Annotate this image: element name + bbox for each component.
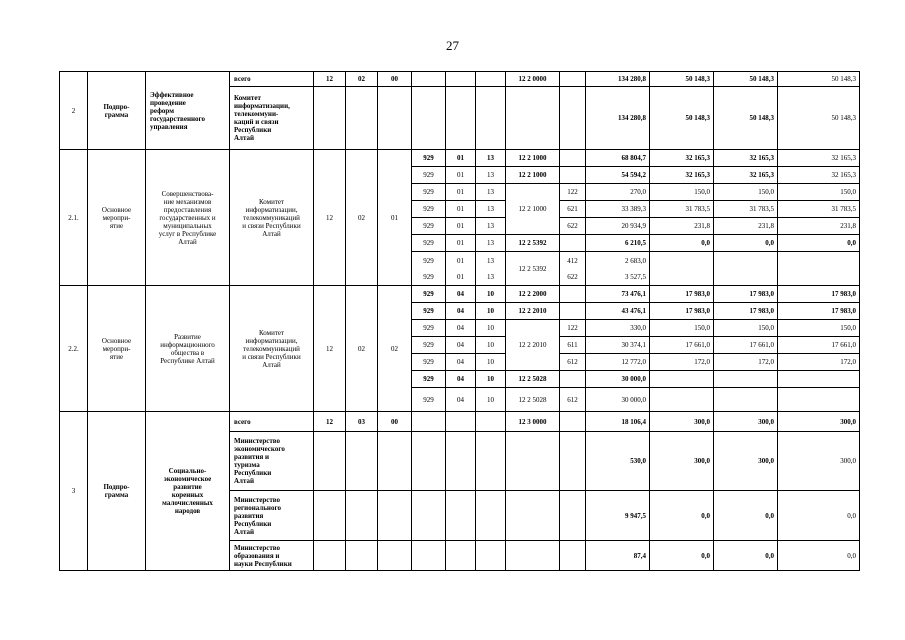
table-cell: 300,0 (650, 432, 714, 491)
table-cell: 929 (412, 201, 446, 218)
table-cell: 150,0 (778, 184, 860, 201)
table-cell: 31 783,5 (714, 201, 778, 218)
table-cell (412, 87, 446, 150)
table-cell: 54 594,2 (586, 167, 650, 184)
table-cell: 17 661,0 (714, 337, 778, 354)
table-cell: 150,0 (714, 320, 778, 337)
table-cell (560, 72, 586, 87)
table-cell: 00 (378, 72, 412, 87)
table-cell: 612 (560, 354, 586, 371)
table-cell: 12 2 5028 (506, 388, 560, 412)
table-cell (446, 72, 476, 87)
table-cell: 0,0 (650, 491, 714, 541)
table-cell (346, 432, 378, 491)
table-cell: 231,8 (714, 218, 778, 235)
table-cell (412, 491, 446, 541)
table-cell: 02 (346, 286, 378, 412)
table-cell: 10 (476, 303, 506, 320)
table-cell (476, 491, 506, 541)
table-cell: 17 661,0 (650, 337, 714, 354)
table-cell: Совершенствова- ние механизмов предоставления государственных и муниципальных услуг в Республике Алтай (146, 150, 230, 286)
table-cell: 929 929 (412, 252, 446, 286)
table-cell (778, 252, 860, 286)
table-cell: 134 280,8 (586, 72, 650, 87)
table-cell: 10 (476, 337, 506, 354)
table-cell (560, 432, 586, 491)
table-cell (506, 432, 560, 491)
table-cell: 412 622 (560, 252, 586, 286)
table-cell: 10 (476, 354, 506, 371)
table-cell: 01 (446, 150, 476, 167)
table-cell: 12 2 1000 (506, 167, 560, 184)
table-cell: 17 983,0 (714, 286, 778, 303)
table-cell (476, 412, 506, 432)
table-cell: 172,0 (778, 354, 860, 371)
table-cell: 929 (412, 388, 446, 412)
table-cell: Основное меропри- ятие (88, 286, 146, 412)
table-cell: 13 13 (476, 252, 506, 286)
table-cell: 12 (314, 150, 346, 286)
table-cell: 134 280,8 (586, 87, 650, 150)
table-cell (650, 371, 714, 388)
table-cell: 20 934,9 (586, 218, 650, 235)
table-cell (346, 541, 378, 571)
table-cell: 929 (412, 167, 446, 184)
table-cell: 929 (412, 150, 446, 167)
table-cell: 929 (412, 235, 446, 252)
table-cell: 12 2 2010 (506, 303, 560, 320)
table-cell: 32 165,3 (714, 167, 778, 184)
table-cell: 300,0 (778, 412, 860, 432)
table-cell: 10 (476, 320, 506, 337)
table-cell: 150,0 (650, 320, 714, 337)
table-cell: 929 (412, 320, 446, 337)
table-cell: 122 (560, 184, 586, 201)
table-cell (560, 541, 586, 571)
table-cell: 10 (476, 388, 506, 412)
table-cell: 622 (560, 218, 586, 235)
table-cell: 50 148,3 (714, 87, 778, 150)
table-cell: 12 3 0000 (506, 412, 560, 432)
table-cell: 231,8 (778, 218, 860, 235)
table-cell: 122 (560, 320, 586, 337)
table-cell: 172,0 (650, 354, 714, 371)
table-cell: 12 2 5028 (506, 371, 560, 388)
table-cell: Министерство регионального развития Республики Алтай (230, 491, 314, 541)
table-cell: 929 (412, 286, 446, 303)
table-cell: 929 (412, 371, 446, 388)
table-cell: 12 2 1000 (506, 184, 560, 235)
table-cell: 17 983,0 (778, 303, 860, 320)
table-cell (346, 491, 378, 541)
table-cell (314, 491, 346, 541)
table-cell: 330,0 (586, 320, 650, 337)
table-cell: 32 165,3 (714, 150, 778, 167)
table-cell: 12 (314, 412, 346, 432)
table-cell: 530,0 (586, 432, 650, 491)
table-cell: 231,8 (650, 218, 714, 235)
table-cell: 150,0 (778, 320, 860, 337)
table-cell: 0,0 (778, 235, 860, 252)
table-cell: 0,0 (714, 235, 778, 252)
table-cell: 929 (412, 218, 446, 235)
table-cell (650, 252, 714, 286)
table-cell: 33 389,3 (586, 201, 650, 218)
table-cell: 50 148,3 (778, 72, 860, 87)
table-cell: Министерство образования и науки Республики (230, 541, 314, 571)
table-cell: 612 (560, 388, 586, 412)
table-cell (314, 541, 346, 571)
table-cell: 13 (476, 150, 506, 167)
table-cell (476, 541, 506, 571)
table-cell: 13 (476, 218, 506, 235)
table-cell: 13 (476, 235, 506, 252)
table-cell (506, 87, 560, 150)
table-cell (506, 491, 560, 541)
table-cell (560, 87, 586, 150)
table-cell: 0,0 (714, 541, 778, 571)
table-cell (476, 432, 506, 491)
table-cell: 17 983,0 (650, 286, 714, 303)
table-cell (714, 388, 778, 412)
table-cell: 01 (446, 184, 476, 201)
table-cell: 50 148,3 (714, 72, 778, 87)
table-cell: 150,0 (650, 184, 714, 201)
table-cell: 172,0 (714, 354, 778, 371)
table-cell: Подпро- грамма (88, 72, 146, 150)
table-cell: 0,0 (778, 541, 860, 571)
table-cell: 12 2 1000 (506, 150, 560, 167)
table-cell: 30 000,0 (586, 371, 650, 388)
table-cell: 17 983,0 (714, 303, 778, 320)
table-cell: 02 (346, 150, 378, 286)
table-cell: 2.1. (60, 150, 88, 286)
table-cell: 04 (446, 303, 476, 320)
table-cell: 01 (446, 218, 476, 235)
table-cell: 12 2 5392 (506, 235, 560, 252)
table-cell: 01 (446, 201, 476, 218)
table-cell (378, 541, 412, 571)
table-cell (412, 72, 446, 87)
table-cell: 300,0 (778, 432, 860, 491)
table-cell: Развитие информационного общества в Республике Алтай (146, 286, 230, 412)
table-cell: 17 983,0 (650, 303, 714, 320)
table-cell: 50 148,3 (650, 72, 714, 87)
table-cell: 43 476,1 (586, 303, 650, 320)
table-cell (314, 87, 346, 150)
budget-table-body (60, 72, 860, 571)
table-cell: 50 148,3 (778, 87, 860, 150)
table-cell (378, 432, 412, 491)
table-cell: 87,4 (586, 541, 650, 571)
table-cell: 12 (314, 72, 346, 87)
table-cell: 32 165,3 (650, 167, 714, 184)
table-cell: 0,0 (714, 491, 778, 541)
table-cell: всего (230, 412, 314, 432)
table-cell: 2 683,0 3 527,5 (586, 252, 650, 286)
table-cell (714, 371, 778, 388)
table-cell: 01 (446, 235, 476, 252)
table-cell: 300,0 (714, 432, 778, 491)
table-cell (476, 87, 506, 150)
table-cell (778, 388, 860, 412)
table-cell (412, 412, 446, 432)
table-cell (778, 371, 860, 388)
table-cell: Министерство экономического развития и туризма Республики Алтай (230, 432, 314, 491)
table-cell: 0,0 (650, 541, 714, 571)
table-cell: 04 (446, 371, 476, 388)
table-cell: 68 804,7 (586, 150, 650, 167)
table-cell: 12 2 5392 (506, 252, 560, 286)
table-cell: 929 (412, 303, 446, 320)
table-cell: 01 (378, 150, 412, 286)
table-cell (446, 87, 476, 150)
table-cell: 04 (446, 354, 476, 371)
table-cell: 13 (476, 167, 506, 184)
table-cell: 00 (378, 412, 412, 432)
table-row-r-s3-vsego (60, 412, 860, 432)
table-cell: 30 000,0 (586, 388, 650, 412)
table-cell: 17 661,0 (778, 337, 860, 354)
table-cell (650, 388, 714, 412)
table-cell: 31 783,5 (650, 201, 714, 218)
table-cell: 9 947,5 (586, 491, 650, 541)
table-row-r-22-a (60, 286, 860, 303)
budget-table (59, 71, 860, 571)
table-cell (560, 412, 586, 432)
table-cell: Социально- экономическое развитие коренных малочисленных народов (146, 412, 230, 571)
table-cell: 30 374,1 (586, 337, 650, 354)
table-cell (346, 87, 378, 150)
table-cell: 01 01 (446, 252, 476, 286)
table-cell: Эффективное проведение реформ государственного управления (146, 72, 230, 150)
table-cell (446, 541, 476, 571)
table-cell (506, 541, 560, 571)
page-number: 27 (446, 38, 459, 53)
table-cell (476, 72, 506, 87)
table-cell (560, 286, 586, 303)
table-cell: 621 (560, 201, 586, 218)
table-cell: 12 2 2010 (506, 320, 560, 371)
table-cell: 17 983,0 (778, 286, 860, 303)
table-cell (560, 167, 586, 184)
table-cell: 32 165,3 (778, 167, 860, 184)
table-cell: 10 (476, 286, 506, 303)
table-cell: 3 (60, 412, 88, 571)
table-cell: Подпро- грамма (88, 412, 146, 571)
table-cell: 18 106,4 (586, 412, 650, 432)
table-cell: 31 783,5 (778, 201, 860, 218)
table-cell: 929 (412, 184, 446, 201)
table-cell (314, 432, 346, 491)
table-cell: 2.2. (60, 286, 88, 412)
table-cell: 50 148,3 (650, 87, 714, 150)
table-cell: 32 165,3 (778, 150, 860, 167)
table-cell: 0,0 (778, 491, 860, 541)
table-cell: 12 2 0000 (506, 72, 560, 87)
table-cell: 12 772,0 (586, 354, 650, 371)
table-row-r-s2-vsego (60, 72, 860, 87)
table-cell (378, 491, 412, 541)
table-cell: Комитет информатизации, телекоммуникаций и связи Республики Алтай (230, 286, 314, 412)
table-cell: 12 2 2000 (506, 286, 560, 303)
table-row-r-21-a (60, 150, 860, 167)
table-cell: 12 (314, 286, 346, 412)
table-cell (714, 252, 778, 286)
table-cell (560, 371, 586, 388)
table-cell: 2 (60, 72, 88, 150)
table-cell (560, 150, 586, 167)
table-cell (446, 491, 476, 541)
table-cell: 01 (446, 167, 476, 184)
table-cell: 32 165,3 (650, 150, 714, 167)
table-cell: 929 (412, 337, 446, 354)
table-cell (560, 303, 586, 320)
table-cell (560, 491, 586, 541)
table-cell: 04 (446, 337, 476, 354)
table-cell: Основное меропри- ятие (88, 150, 146, 286)
table-cell: 0,0 (650, 235, 714, 252)
table-cell: 300,0 (714, 412, 778, 432)
table-cell: 10 (476, 371, 506, 388)
table-cell: Комитет информатизации, телекоммуни- каций и связи Республики Алтай (230, 87, 314, 150)
table-cell: 04 (446, 286, 476, 303)
table-cell: 300,0 (650, 412, 714, 432)
table-cell: 02 (378, 286, 412, 412)
table-cell: Комитет информатизации, телекоммуникаций и связи Республики Алтай (230, 150, 314, 286)
table-cell: 270,0 (586, 184, 650, 201)
table-cell: 04 (446, 388, 476, 412)
table-cell (412, 541, 446, 571)
table-cell: 150,0 (714, 184, 778, 201)
table-cell (446, 412, 476, 432)
table-cell (378, 87, 412, 150)
table-cell: 929 (412, 354, 446, 371)
table-cell (446, 432, 476, 491)
table-cell: 13 (476, 184, 506, 201)
table-cell (412, 432, 446, 491)
table-cell: 02 (346, 72, 378, 87)
table-cell: 73 476,1 (586, 286, 650, 303)
table-cell (560, 235, 586, 252)
table-cell: 03 (346, 412, 378, 432)
table-cell: всего (230, 72, 314, 87)
table-cell: 6 210,5 (586, 235, 650, 252)
table-cell: 04 (446, 320, 476, 337)
table-cell: 611 (560, 337, 586, 354)
table-cell: 13 (476, 201, 506, 218)
